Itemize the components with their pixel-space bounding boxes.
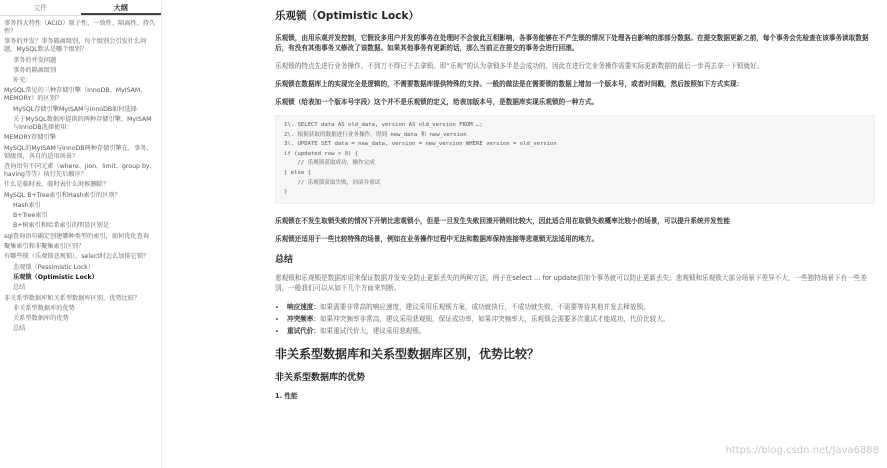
- list-item-bold: 冲突频率：: [287, 314, 320, 323]
- outline-item[interactable]: MEMORY存储引擎: [4, 134, 56, 142]
- code-line: 2\. 根据获取的数据进行业务操作，得到 new_data 和 new_version: [284, 131, 467, 138]
- list-item-text: 如果冲突频率非常高，建议采用悲观锁，保证成功率，如果冲突频率大，乐观锁会需要多次重试才能成功，代价比较大。: [319, 314, 670, 323]
- watermark: https://blog.csdn.net/Java6888: [725, 445, 879, 456]
- list-item-text: 如果重试代价大，建议采用悲观锁。: [319, 326, 426, 335]
- list-item: [287, 325, 875, 337]
- paragraph: 乐观锁（给表加一个版本号字段）这个并不是乐观锁的定义，给表加版本号，是数据库实现乐观锁的一种方式。: [275, 98, 599, 106]
- outline-sidebar: [0, 0, 162, 468]
- outline-item[interactable]: 事务的并发？事务隔离级别，每个级别会引发什么问题，MySQL默认是哪个级别？: [4, 38, 147, 54]
- code-line: // 乐观锁获取成功，操作完成: [284, 160, 375, 167]
- outline-item[interactable]: 关系型数据库的优势: [13, 315, 69, 323]
- code-line: // 乐观锁获取失败，回滚并重试: [284, 179, 381, 186]
- outline-item[interactable]: 非关系型数据库的优势: [13, 304, 75, 312]
- outline-item[interactable]: 非关系型数据库和关系型数据库区别，优势比较？: [4, 294, 141, 302]
- outline-item[interactable]: 查询语句不同元素（where、jion、limit、group by、having等等）执行先后顺序？: [4, 162, 156, 178]
- paragraph: 乐观锁，由用乐观并发控制，它假设多用户并发的事务在处理时不会彼此互相影响，各事务能够在不产生锁的情况下处理各自影响的那部分数据。在提交数据更新之前，每个事务会先检查在该事务读取数据后，有没有其他事务又修改了该数据。如果其他事务有更新的话，那么当前正在提交的事务会进行回滚。: [275, 34, 869, 52]
- code-line: } else {: [284, 169, 311, 176]
- paragraph: 乐观锁在数据库上的实现完全是逻辑的，不需要数据库提供特殊的支持。一般的做法是在需要锁的数据上增加一个版本号，或者时间戳，然后按照如下方式实现：: [275, 80, 744, 88]
- outline-item[interactable]: B+Tree索引: [13, 212, 48, 220]
- document-content: [262, 0, 887, 468]
- tab-files[interactable]: 文件: [33, 4, 48, 12]
- code-block: [275, 115, 875, 204]
- list-item: [287, 313, 875, 325]
- tab-outline[interactable]: 大纲: [81, 0, 162, 15]
- code-line: if (updated row > 0) {: [284, 150, 359, 157]
- outline-item[interactable]: 总结: [13, 284, 26, 292]
- bullet-list: [287, 301, 875, 337]
- list-item-bold: 响应速度：: [287, 302, 320, 311]
- subsection-heading: 非关系型数据库的优势: [275, 372, 366, 383]
- outline-item[interactable]: 有哪些锁（乐观锁悲观锁），select时怎么加排它锁？: [4, 253, 150, 261]
- section-heading: 乐观锁（Optimistic Lock）: [275, 10, 419, 22]
- outline-item[interactable]: 事务的并发问题: [13, 56, 57, 64]
- sidebar-tabs: [0, 0, 161, 16]
- paragraph: 乐观锁还适用于一些比较特殊的场景，例如在业务操作过程中无法和数据库保持连接等悲观锁无法适用的地方。: [275, 234, 599, 243]
- outline-item[interactable]: 关于MySQL数据库提供的两种存储引擎，MyISAM与InnoDB选择使用：: [13, 116, 152, 132]
- paragraph: 乐观锁的特点先进行业务操作，不到万不得已不去拿锁。即“乐观”的认为拿锁多半是会成功的，因此在进行完业务操作需要实际更新数据的最后一步再去拿一下锁就好。: [275, 62, 764, 70]
- summary-heading: 总结: [275, 254, 294, 265]
- outline-item[interactable]: B+树索引和哈希索引的明显区别是：: [13, 222, 116, 230]
- outline-item[interactable]: 事务的隔离级别: [13, 66, 57, 74]
- code-line: }: [284, 189, 288, 196]
- code-line: 1\. SELECT data AS old_data, version AS old_version FROM …;: [284, 122, 483, 128]
- outline-item[interactable]: MySQL存储引擎MyISAM与InnoDB如何选择: [13, 105, 137, 113]
- outline-item[interactable]: 什么是临时表，临时表什么时候删除？: [4, 181, 110, 189]
- paragraph: 乐观锁在不发生取锁失败的情况下开销比悲观锁小，但是一旦发生失败回滚开销则比较大，因此适合用在取锁失败概率比较小的场景，可以提升系统并发性能: [275, 216, 730, 225]
- outline-item[interactable]: 悲观锁（Pessimistic Lock）: [13, 263, 95, 271]
- outline-item[interactable]: MySQL B+Tree索引和Hash索引的区别？: [4, 191, 121, 199]
- outline-item[interactable]: 事务四大特性（ACID）原子性、一致性、隔离性、持久性？: [4, 20, 156, 35]
- list-heading: 1. 性能: [275, 391, 298, 400]
- list-item-text: 如果需要非常高的响应速度，建议采用乐观锁方案，成功就执行，不成功就失败，不需要等待其他并发去释放锁。: [319, 302, 650, 311]
- outline-item[interactable]: 总结: [13, 325, 26, 333]
- outline-item[interactable]: 聚集索引和非聚集索引区别？: [4, 243, 85, 251]
- paragraph: 悲观锁和乐观锁是数据库用来保证数据并发安全防止更新丢失的两种方法，例子在select ... for update前加个事务就可以防止更新丢失。悲观锁和乐观锁大部分场景下差异不大，一些独特场景下有一些差别，一般我们可以从如下几个方面来判断。: [275, 273, 867, 292]
- outline-item[interactable]: sql查询语句确定创建哪种类型的索引，如何优化查询: [4, 232, 149, 240]
- outline-list: [0, 16, 161, 333]
- outline-item[interactable]: Hash索引: [13, 201, 41, 209]
- outline-item[interactable]: 补充：: [13, 77, 32, 85]
- outline-item[interactable]: 乐观锁（Optimistic Lock）: [13, 273, 98, 281]
- section-heading: 非关系型数据库和关系型数据库区别，优势比较？: [275, 346, 540, 361]
- outline-item[interactable]: MySQL的MyISAM与InnoDB两种存储引擎在，事务、锁级别，各自的适用场景？: [4, 144, 153, 160]
- outline-item[interactable]: MySQL常见的三种存储引擎（InnoDB、MyISAM、MEMORY）的区别？: [4, 87, 147, 103]
- list-item: [287, 301, 875, 313]
- code-line: 3\. UPDATE SET data = new_data, version = new_version WHERE version = old_version: [284, 141, 557, 148]
- list-item-bold: 重试代价：: [287, 326, 320, 335]
